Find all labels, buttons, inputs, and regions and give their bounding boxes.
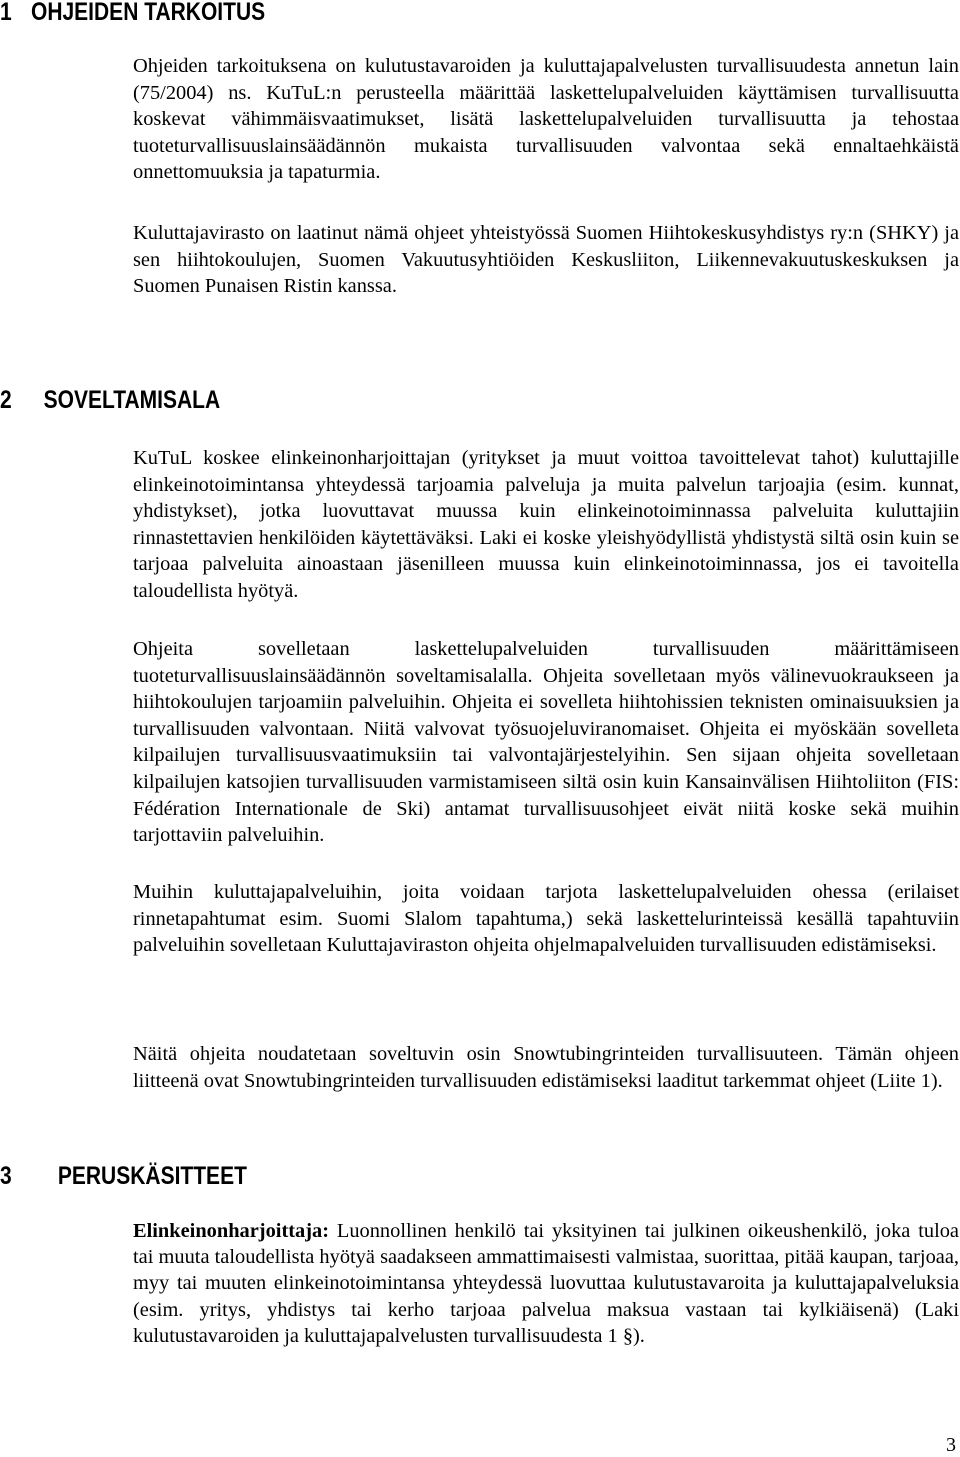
paragraph: Ohjeita sovelletaan laskettelupalveluiden turvallisuuden määrittämiseen tuoteturvallisuuslainsäädännön soveltamisalalla. Ohjeita sovelletaan myös välinevuokraukseen ja hiihtokoulujen tarjoamiin palveluihin. Ohjeita ei sovelleta hiihtohissien teknisten ominaisuuksien ja turvallisuuden valvontaan. Niitä valvovat työsuojeluviranomaiset. Ohjeita ei myöskään sovelleta kilpailujen turvallisuusvaatimuksiin tai valvontajärjestelyihin. Sen sijaan ohjeita sovelletaan kilpailujen katsojien turvallisuuden varmistamiseen siltä osin kuin Kansainvälisen Hiihtoliiton (FIS: Fédération Internationale de Ski) antamat turvallisuusohjeet eivät niitä koske sekä muihin tarjottaviin palveluihin. (133, 638, 959, 847)
section-title: SOVELTAMISALA (43, 386, 221, 414)
section-number: 3 (0, 1162, 12, 1190)
paragraph: Muihin kuluttajapalveluihin, joita voidaan tarjota laskettelupalveluiden ohessa (erilaiset rinnetapahtumat esim. Suomi Slalom tapahtuma,) sekä laskettelurinteissä kesällä tapahtuviin palveluihin sovelletaan Kuluttajaviraston ohjeita ohjelmapalveluiden turvallisuuden edistämiseksi. (133, 881, 959, 957)
paragraph: Näitä ohjeita noudatetaan soveltuvin osin Snowtubingrinteiden turvallisuuteen. Tämän ohjeen liitteenä ovat Snowtubingrinteiden turvallisuuden edistämiseksi laaditut tarkemmat ohjeet (Liite 1). (133, 1043, 959, 1092)
definition-term: Elinkeinonharjoittaja: (133, 1220, 329, 1242)
paragraph: Kuluttajavirasto on laatinut nämä ohjeet yhteistyössä Suomen Hiihtokeskusyhdistys ry:n (SHKY) ja sen hiihtokoulujen, Suomen Vakuutusyhtiöiden Keskusliiton, Liikennevakuutuskeskuksen ja Suomen Punaisen Ristin kanssa. (133, 222, 959, 298)
section-title: OHJEIDEN TARKOITUS (31, 0, 266, 26)
definition-paragraph (133, 1218, 959, 1349)
section-heading-3 (0, 1161, 247, 1191)
section-title: PERUSKÄSITTEET (57, 1162, 247, 1190)
paragraph: Ohjeiden tarkoituksena on kulutustavaroiden ja kuluttajapalvelusten turvallisuudesta annetun lain (75/2004) ns. KuTuL:n perusteella määrittää laskettelupalveluiden käyttämisen turvallisuutta koskevat vähimmäisvaatimukset, lisätä laskettelupalveluiden turvallisuutta ja tehostaa tuoteturvallisuuslainsäädännön mukaista turvallisuuden valvontaa sekä ennaltaehkäistä onnettomuuksia ja tapaturmia. (133, 55, 959, 184)
section-number: 1 (0, 0, 12, 26)
section-heading-1 (0, 0, 265, 27)
section-number: 2 (0, 386, 12, 414)
paragraph: KuTuL koskee elinkeinonharjoittajan (yritykset ja muut voittoa tavoittelevat tahot) kuluttajille elinkeinotoimintansa yhteydessä tarjoamia palveluja ja muita palvelun tarjoajia (esim. kunnat, yhdistykset), jotka luovuttavat muussa kuin elinkeinotoiminnassa palveluita kuluttajiin rinnastettavien henkilöiden käytettäväksi. Laki ei koske yleishyödyllistä yhdistystä siltä osin kuin se tarjoaa palveluita ainoastaan jäsenilleen muussa kuin elinkeinotoiminnassa, jos ei tavoitella taloudellista hyötyä. (133, 447, 959, 602)
page-number: 3 (946, 1434, 956, 1456)
section-heading-2 (0, 385, 220, 415)
definition-text: Luonnollinen henkilö tai yksityinen tai julkinen oikeushenkilö, joka tuloa tai muuta taloudellista hyötyä saadakseen ammattimaisesti valmistaa, suorittaa, pitää kaupan, tarjoaa, myy tai muuten elinkeinotoimintansa yhteydessä luovuttaa kulutustavaroita ja kuluttajapalveluksia (esim. yritys, yhdistys tai kerho tarjoaa palvelua maksua vastaan tai kylkiäisenä) (Laki kulutustavaroiden ja kuluttajapalvelusten turvallisuudesta 1 §). (133, 1220, 959, 1347)
